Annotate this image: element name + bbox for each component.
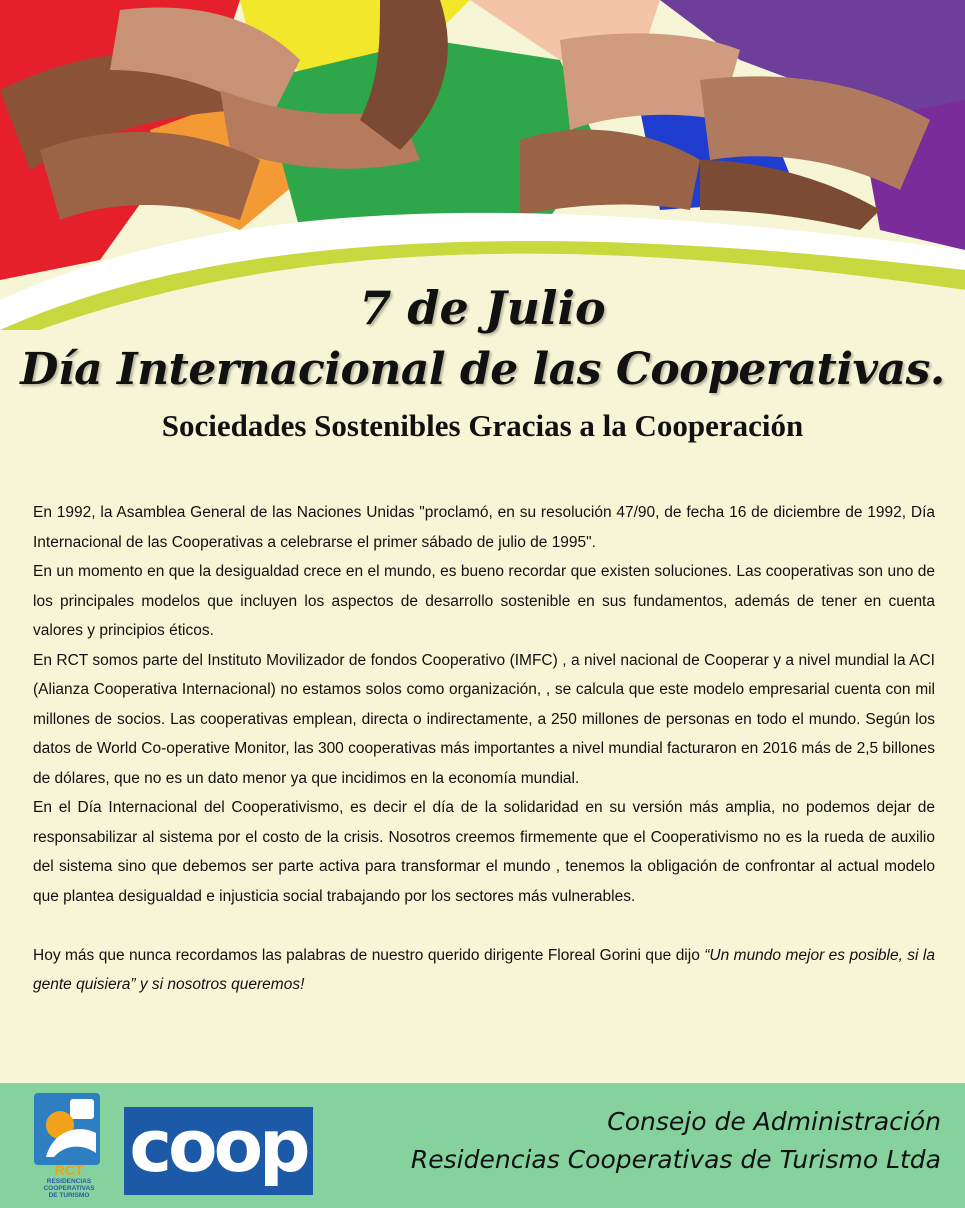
coop-logo-text: coop [129,1107,307,1188]
date-title: 7 de Julio [359,281,606,335]
rct-logo [32,1093,106,1197]
paragraph-4: En el Día Internacional del Cooperativismo, es decir el día de la solidaridad en su versión más amplia, no podemos dejar de responsabilizar al sistema por el costo de la crisis. Nosotros creemos firmemente que el Cooperativismo no es la rueda de auxilio del sistema sino que debemos ser parte activa para transformar el mundo , tenemos la obligación de confrontar al actual modelo que plantea desigualdad e injusticia social trabajando por los sectores más vulnerables. [33,799,935,905]
main-title: Día Internacional de las Cooperativas. [20,344,945,395]
subtitle: Sociedades Sostenibles Gracias a la Cooperación [161,408,804,443]
rct-logo-subtext-1: RESIDENCIAS [46,1178,92,1185]
paragraph-2: En un momento en que la desigualdad crece en el mundo, es bueno recordar que existen soluciones. Las cooperativas son uno de los principales modelos que incluyen los aspectos de desarrollo sostenible en sus fundamentos, además de tener en cuenta valores y principios éticos. [33,563,935,639]
header [0,280,965,446]
closing-quote: “Un mundo mejor es posible, si la gente quisiera” y si nosotros queremos! [33,946,935,993]
closing-paragraph [33,941,935,1000]
article-body [33,498,935,1000]
paragraph-3: En RCT somos parte del Instituto Movilizador de fondos Cooperativo (IMFC) , a nivel nacional de Cooperar y a nivel mundial la ACI (Alianza Cooperativa Internacional) no estamos solos como organización, , se calcula que este modelo empresarial cuenta con mil millones de socios. Las cooperativas emplean, directa o indirectamente, a 250 millones de personas en todo el mundo. Según los datos de World Co-operative Monitor, las 300 cooperativas más importantes a nivel mundial facturaron en 2016 más de 2,5 billones de dólares, que no es un dato menor ya que incidimos en la economía mundial. [33,651,935,787]
footer [0,1083,965,1208]
footer-line-1: Consejo de Administración [607,1107,941,1136]
paragraph-1: En 1992, la Asamblea General de las Naciones Unidas "proclamó, en su resolución 47/90, de fecha 16 de diciembre de 1992, Día Internacional de las Cooperativas a celebrarse el primer sábado de julio de 1995". [33,504,935,551]
closing-text: Hoy más que nunca recordamos las palabras de nuestro querido dirigente Floreal Gorini que dijo [33,946,705,964]
rct-logo-subtext-3: DE TURISMO [48,1192,90,1197]
coop-logo [124,1107,313,1195]
footer-signature [411,1103,941,1179]
rct-logo-text: RCT [54,1162,84,1178]
footer-line-2: Residencias Cooperativas de Turismo Ltda [410,1145,941,1174]
rct-logo-subtext-2: COOPERATIVAS [43,1185,95,1192]
